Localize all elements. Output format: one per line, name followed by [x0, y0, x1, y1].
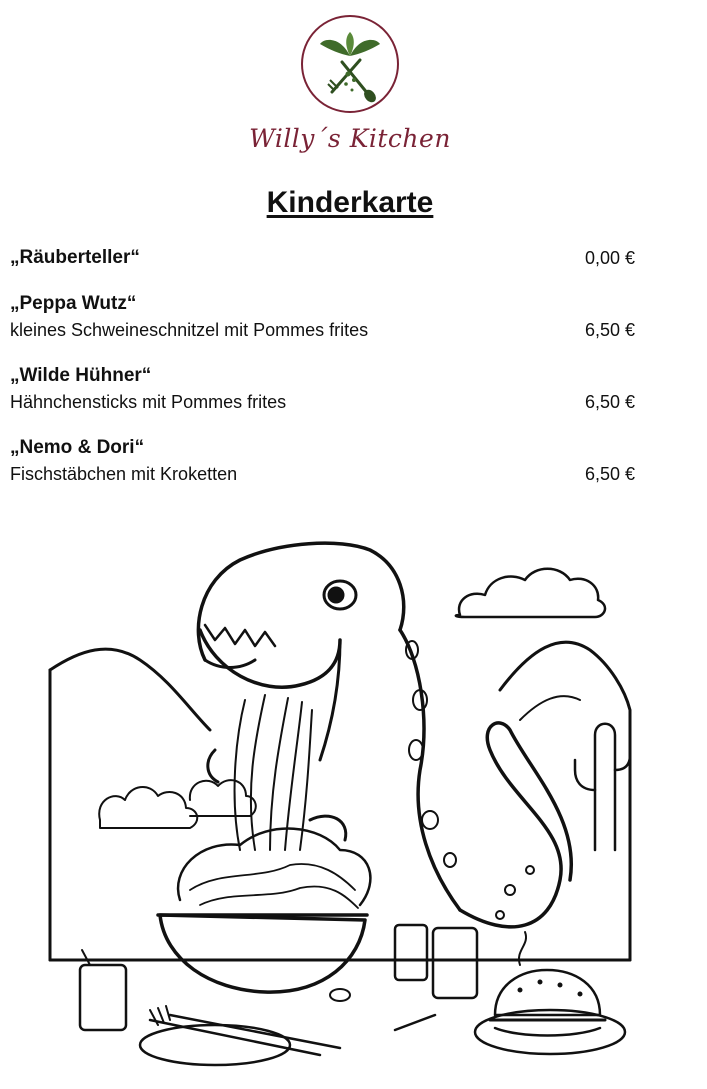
brand-name: Willy´s Kitchen [249, 124, 451, 153]
menu-item [10, 291, 635, 343]
menu-item-price: 6,50 € [584, 320, 635, 340]
menu-item-price: 0,00 € [584, 248, 635, 268]
page-title: Kinderkarte [266, 186, 434, 219]
logo-icon [300, 14, 400, 114]
menu-item-name: „Wilde Hühner“ [10, 365, 152, 386]
menu-item [10, 363, 635, 415]
menu-item-name: „Peppa Wutz“ [10, 293, 137, 314]
menu-item-price: 6,50 € [584, 392, 635, 412]
menu-item-name: „Räuberteller“ [10, 247, 140, 268]
menu-list [10, 245, 635, 507]
menu-item [10, 245, 635, 271]
menu-item-price: 6,50 € [584, 464, 635, 484]
menu-item [10, 435, 635, 487]
dinosaur-eating-spaghetti-icon [40, 520, 640, 1080]
menu-item-description: Hähnchensticks mit Pommes frites [10, 392, 287, 412]
menu-item-name: „Nemo & Dori“ [10, 437, 145, 458]
menu-item-description: kleines Schweineschnitzel mit Pommes frites [10, 320, 369, 340]
menu-item-description: Fischstäbchen mit Kroketten [10, 464, 238, 484]
